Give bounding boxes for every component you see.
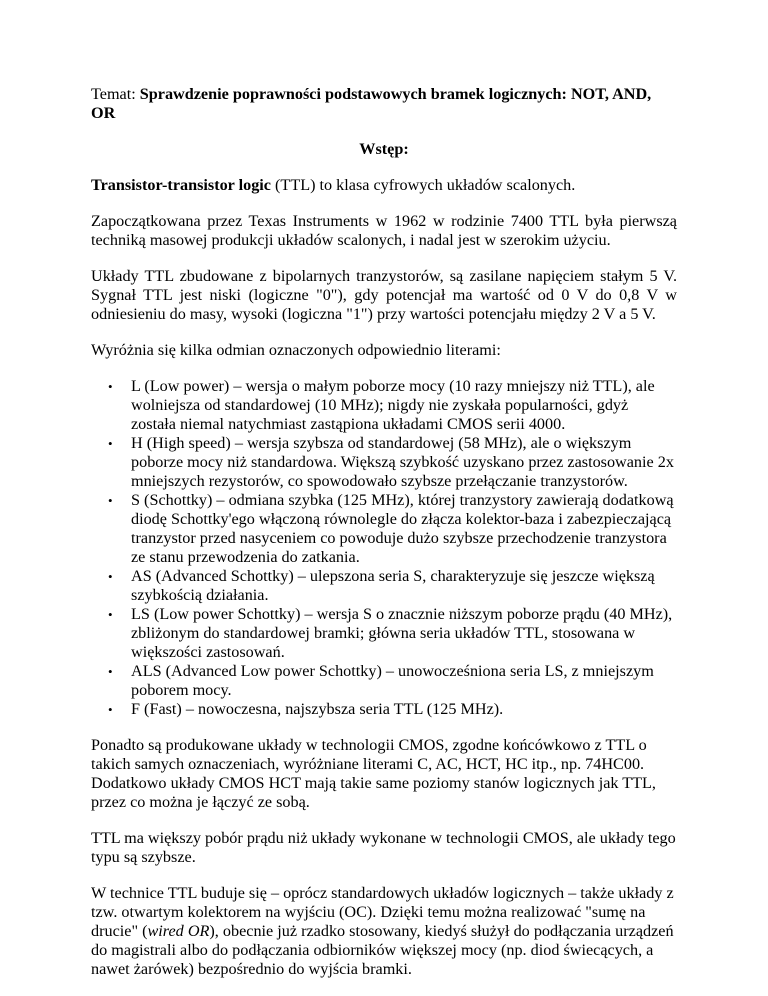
document-page: [91, 85, 677, 996]
paragraph-open-collector: W technice TTL buduje się – oprócz standardowych układów logicznych – także układy z tzw. otwartym kolektorem na wyjściu (OC). Dzięki temu można realizować "sumę na drucie" (wired OR), obecnie już rzadko stosowany, kiedyś służył do podłączania urządzeń do magistrali albo do podłączania odbiorników większej mocy (np. diod świecących, a nawet żarówek) bezpośrednio do wyjścia bramki.: [91, 884, 674, 978]
variants-list: [91, 377, 677, 719]
bullet-icon: •: [108, 607, 113, 622]
list-item: • H (High speed) – wersja szybsza od standardowej (58 MHz), ale o większym poborze mocy niż standardowa. Większą szybkość uzyskano przez zastosowanie 2x mniejszych rezystorów, co spowodowało szybsze przełączanie tranzystorów.: [108, 434, 674, 490]
paragraph-cmos-compat: Ponadto są produkowane układy w technologii CMOS, zgodne końcówkowo z TTL o takich samych oznaczeniach, wyróżniane literami C, AC, HCT, HC itp., np. 74HC00. Dodatkowo układy CMOS HCT mają takie same poziomy stanów logicznych jak TTL, przez co można je łączyć ze sobą.: [91, 736, 656, 811]
ttl-term: Transistor-transistor logic: [91, 176, 271, 194]
paragraph-history: Zapoczątkowana przez Texas Instruments w 1962 w rodzinie 7400 TTL była pierwszą techniką masowej produkcji układów scalonych, i nadal jest w szerokim użyciu.: [91, 212, 677, 249]
bullet-icon: •: [108, 493, 113, 508]
list-item: • AS (Advanced Schottky) – ulepszona seria S, charakteryzuje się jeszcze większą szybkością działania.: [108, 567, 655, 604]
bullet-icon: •: [108, 436, 113, 451]
topic-title: Sprawdzenie poprawności podstawowych bramek logicznych: NOT, AND, OR: [91, 85, 652, 122]
list-item: • S (Schottky) – odmiana szybka (125 MHz), której tranzystory zawierają dodatkową diodę Schottky'ego włączoną równolegle do złącza kolektor-baza i zabezpieczającą tranzystor przed nasyceniem co powoduje dużo szybsze przechodzenie tranzystora ze stanu przewodzenia do zatkania.: [108, 491, 674, 566]
paragraph-voltage-levels: Układy TTL zbudowane z bipolarnych tranzystorów, są zasilane napięciem stałym 5 V. Sygnał TTL jest niski (logiczne "0"), gdy potencjał ma wartość od 0 V do 0,8 V w odniesieniu do masy, wysoki (logiczna "1") przy wartości potencjału między 2 V a 5 V.: [91, 267, 677, 323]
bullet-icon: •: [108, 664, 113, 679]
list-item: • L (Low power) – wersja o małym poborze mocy (10 razy mniejszy niż TTL), ale wolniejsza od standardowej (10 MHz); nigdy nie zyskała popularności, gdyż została niemal natychmiast zastąpiona układami CMOS serii 4000.: [108, 377, 655, 433]
topic-label: Temat:: [91, 85, 140, 103]
intro-heading: Wstęp:: [359, 140, 409, 158]
wired-or-term: wired OR: [147, 922, 210, 940]
paragraph-variants-intro: Wyróżnia się kilka odmian oznaczonych odpowiednio literami:: [91, 341, 501, 359]
list-item: • LS (Low power Schottky) – wersja S o znacznie niższym poborze prądu (40 MHz), zbliżonym do standardowej bramki; główna seria układów TTL, stosowana w większości zastosowań.: [108, 605, 673, 661]
paragraph-ttl-definition: [91, 176, 677, 195]
ttl-definition-text: (TTL) to klasa cyfrowych układów scalonych.: [271, 176, 576, 194]
list-item: • F (Fast) – nowoczesna, najszybsza seria TTL (125 MHz).: [108, 700, 504, 718]
bullet-icon: •: [108, 569, 113, 584]
paragraph-power-comparison: TTL ma większy pobór prądu niż układy wykonane w technologii CMOS, ale układy tego typu są szybsze.: [91, 829, 676, 866]
topic-line: [91, 85, 677, 123]
bullet-icon: •: [108, 702, 113, 717]
list-item: • ALS (Advanced Low power Schottky) – unowocześniona seria LS, z mniejszym poborem mocy.: [108, 662, 654, 699]
bullet-icon: •: [108, 379, 113, 394]
